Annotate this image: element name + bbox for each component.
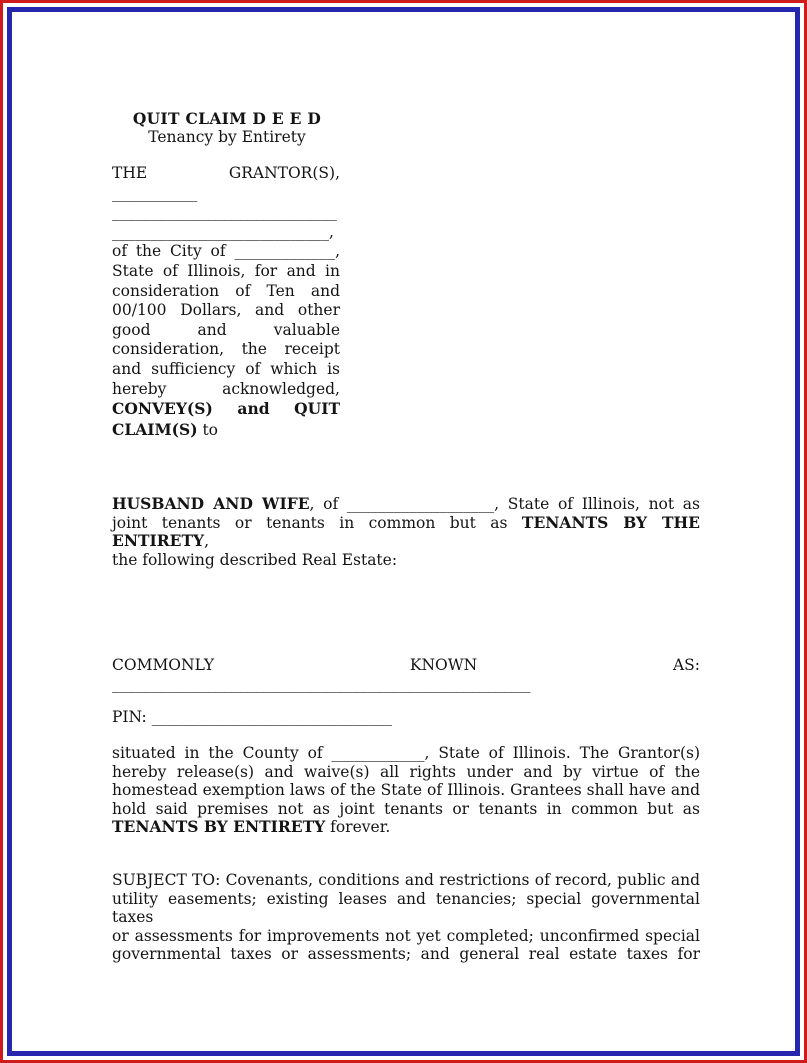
text-line: State of Illinois, for and in [112,261,340,280]
text-line: of the City of _____________, [112,242,340,261]
text-line: consideration of Ten and [112,281,340,300]
text-line: 00/100 Dollars, and other [112,301,340,320]
text-line: SUBJECT TO: Covenants, conditions and restrictions of record, public and [112,871,700,889]
text-line: and sufficiency of which is [112,359,340,378]
text-segment: , of ___________________, State of Illinois, not as [309,495,700,513]
text-segment: forever. [325,818,391,837]
text-line [112,420,340,441]
text-segment: , [204,532,209,551]
husband-and-wife-bold: HUSBAND AND WIFE [112,494,310,513]
text-segment: to [197,420,219,439]
grantor-name-blank-line: _____________________________ [112,203,337,222]
text-line [112,399,340,420]
text-line [112,514,700,551]
homestead-waiver-paragraph [112,744,700,837]
text-line: governmental taxes or assessments; and general real estate taxes for [112,945,700,964]
text-line: consideration, the receipt [112,340,340,359]
text-line: the following described Real Estate: [112,550,398,569]
pin-label: PIN: [112,708,147,726]
document-subtitle: Tenancy by Entirety [148,128,306,146]
pin-line [112,708,700,727]
grantor-name-blank-line: ___________ [112,183,198,202]
convey-quit-claim-bold: CONVEY(S) and QUIT [112,399,340,419]
commonly-known-blank-line: ______________________________________________________ [112,675,531,693]
tenants-by-entirety-bold: TENANTS BY ENTIRETY [112,817,326,837]
grantor-intro-paragraph [112,164,340,440]
grantor-name-blank-line: ____________________________, [112,222,334,241]
text-line: utility easements; existing leases and tenancies; special governmental taxes [112,889,700,927]
text-line [112,818,700,837]
claim-bold: CLAIM(S) [112,419,198,439]
text-line: THE GRANTOR(S), [112,164,340,182]
text-line: hold said premises not as joint tenants or tenants in common but as [112,799,700,818]
document-title: QUIT CLAIM D E E D [132,109,322,128]
title-block [112,109,342,147]
text-line: hereby acknowledged, [112,379,340,398]
text-line: good and valuable [112,320,340,339]
pin-blank-line: _______________________________ [151,708,392,726]
text-line: or assessments for improvements not yet completed; unconfirmed special [112,926,700,945]
tenants-by-the-entirety-bold: TENANTS BY THE ENTIRETY [112,512,700,551]
text-line: situated in the County of ____________, State of Illinois. The Grantor(s) [112,744,700,762]
text-segment: joint tenants or tenants in common but as [112,513,522,532]
text-line [112,495,700,514]
text-line: hereby release(s) and waive(s) all rights under and by virtue of the [112,762,700,781]
grantee-clause-paragraph [112,495,700,569]
subject-to-paragraph [112,871,700,964]
commonly-known-as-line: COMMONLY KNOWN AS: [112,656,700,674]
text-line: homestead exemption laws of the State of Illinois. Grantees shall have and [112,781,700,800]
